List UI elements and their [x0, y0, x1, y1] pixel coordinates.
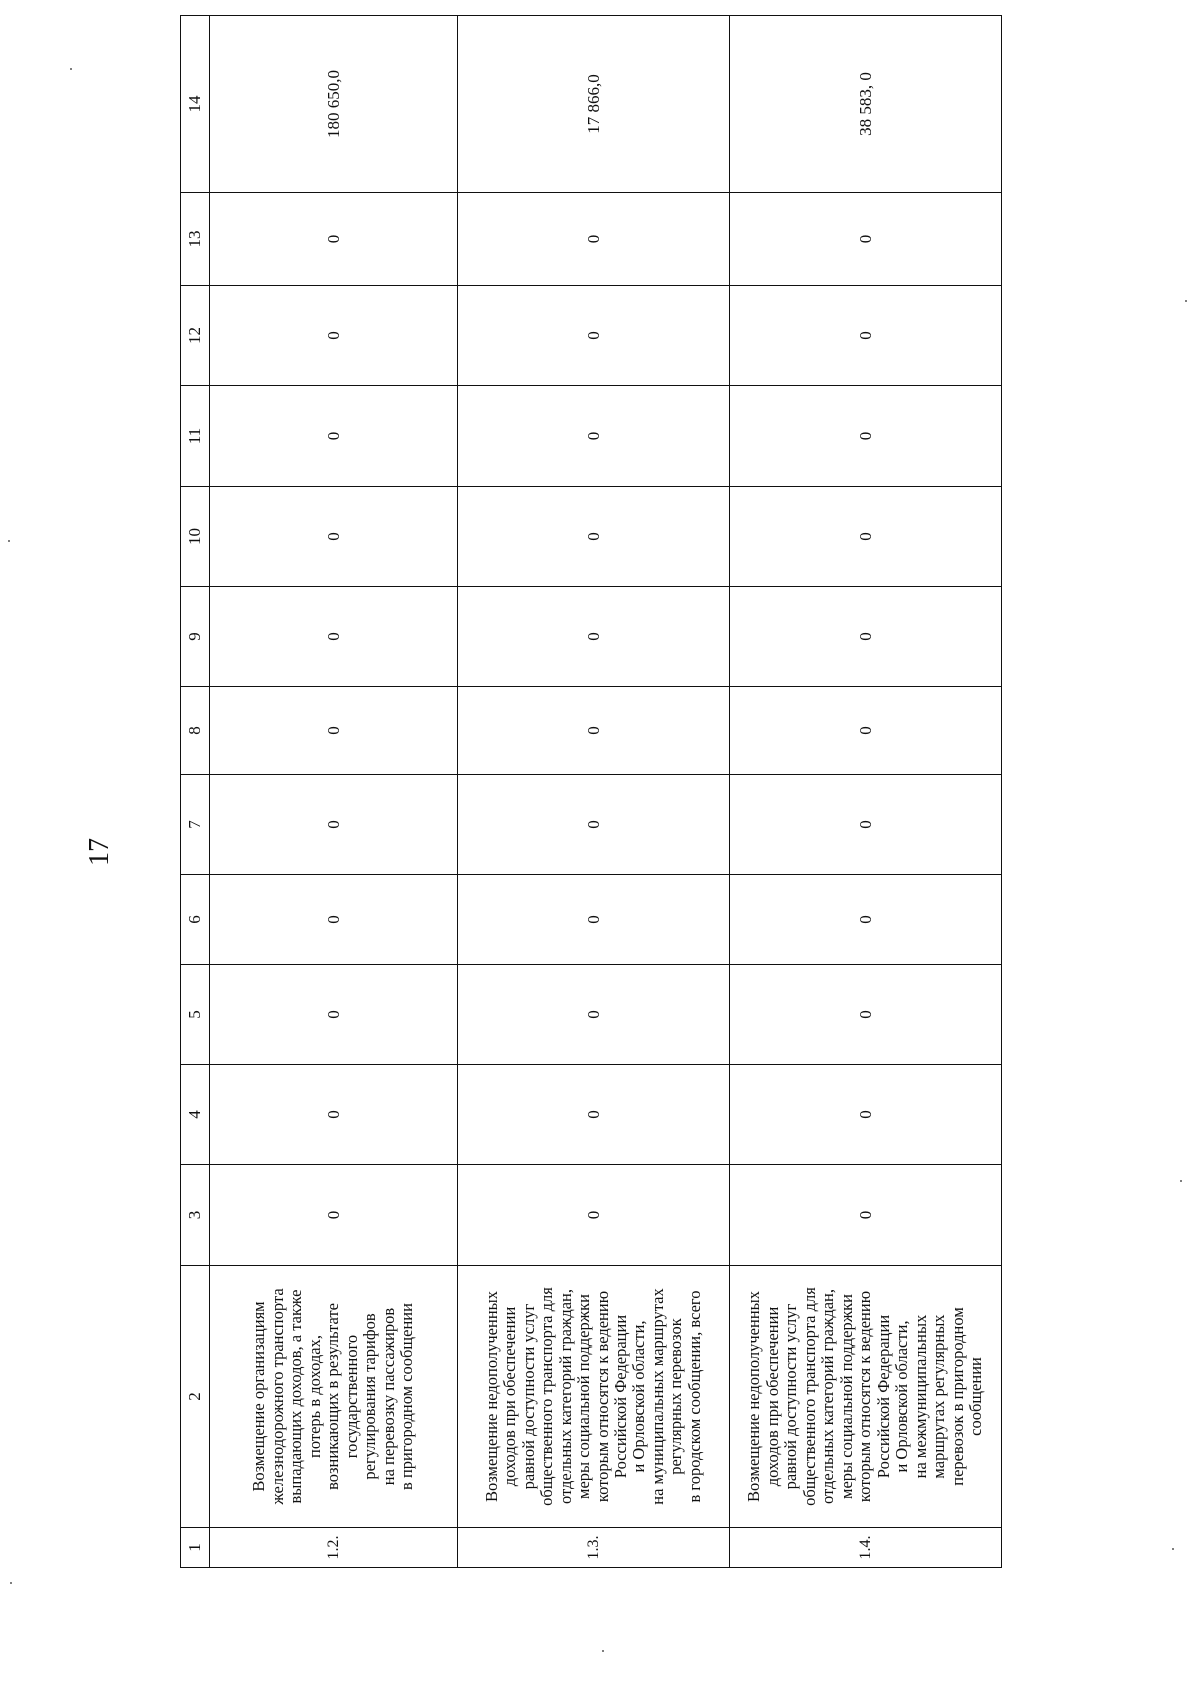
- table-row: [458, 16, 730, 1568]
- column-header: 6: [181, 875, 210, 965]
- row-description: Возмещение недополученных доходов при обеспечении равной доступности услуг общественного транспорта для отдельных категорий граждан, меры социальной поддержки которым относятся к ведению Российской Федерации и Орловской области, на муниципальных маршрутах регулярных перевозок в городском сообщении, всего: [458, 1266, 730, 1528]
- value-cell: 0: [730, 875, 1002, 965]
- column-header: 8: [181, 687, 210, 775]
- column-number-row: [181, 16, 210, 1568]
- value-cell: 0: [730, 687, 1002, 775]
- row-number: 1.4.: [730, 1528, 1002, 1568]
- value-cell: 0: [458, 965, 730, 1065]
- value-cell: 0: [210, 286, 458, 386]
- column-header: 4: [181, 1065, 210, 1165]
- total-cell: 38 583, 0: [730, 16, 1002, 193]
- value-cell: 0: [210, 487, 458, 587]
- value-cell: 0: [458, 587, 730, 687]
- value-cell: 0: [730, 286, 1002, 386]
- column-header: 11: [181, 386, 210, 487]
- column-header: 12: [181, 286, 210, 386]
- value-cell: 0: [730, 193, 1002, 286]
- table-row: [210, 16, 458, 1568]
- value-cell: 0: [210, 965, 458, 1065]
- row-number: 1.2.: [210, 1528, 458, 1568]
- value-cell: 0: [458, 775, 730, 875]
- column-header: 3: [181, 1165, 210, 1266]
- column-header: 2: [181, 1266, 210, 1528]
- scan-speck: [70, 68, 72, 70]
- value-cell: 0: [730, 1065, 1002, 1165]
- value-cell: 0: [458, 687, 730, 775]
- scan-speck: [1172, 1548, 1174, 1550]
- value-cell: 0: [458, 1065, 730, 1165]
- value-cell: 0: [458, 286, 730, 386]
- value-cell: 0: [210, 687, 458, 775]
- value-cell: 0: [210, 1165, 458, 1266]
- column-header: 10: [181, 487, 210, 587]
- row-number: 1.3.: [458, 1528, 730, 1568]
- table-row: [730, 16, 1002, 1568]
- value-cell: 0: [730, 587, 1002, 687]
- scan-speck: [8, 540, 10, 542]
- scan-speck: [1180, 1180, 1182, 1182]
- value-cell: 0: [730, 965, 1002, 1065]
- value-cell: 0: [210, 775, 458, 875]
- budget-table: [180, 15, 1002, 1568]
- row-description: Возмещение недополученных доходов при обеспечении равной доступности услуг общественного транспорта для отдельных категорий граждан, меры социальной поддержки которым относятся к ведению Российской Федерации и Орловской области, на межмуниципальных маршрутах регулярных перевозок в пригородном сообщении: [730, 1266, 1002, 1528]
- value-cell: 0: [458, 487, 730, 587]
- value-cell: 0: [210, 587, 458, 687]
- column-header: 5: [181, 965, 210, 1065]
- scan-speck: [10, 1582, 12, 1584]
- total-cell: 180 650,0: [210, 16, 458, 193]
- value-cell: 0: [210, 193, 458, 286]
- total-cell: 17 866,0: [458, 16, 730, 193]
- column-header: 1: [181, 1528, 210, 1568]
- value-cell: 0: [458, 386, 730, 487]
- value-cell: 0: [730, 1165, 1002, 1266]
- scan-speck: [1185, 300, 1187, 302]
- column-header: 7: [181, 775, 210, 875]
- rotated-sheet: [180, 70, 1000, 1568]
- page-number: 17: [84, 838, 115, 866]
- column-header: 13: [181, 193, 210, 286]
- value-cell: 0: [458, 1165, 730, 1266]
- scan-speck: [602, 1650, 604, 1652]
- table-body: [181, 16, 1002, 1568]
- value-cell: 0: [210, 386, 458, 487]
- column-header: 14: [181, 16, 210, 193]
- column-header: 9: [181, 587, 210, 687]
- value-cell: 0: [458, 193, 730, 286]
- value-cell: 0: [458, 875, 730, 965]
- value-cell: 0: [210, 1065, 458, 1165]
- value-cell: 0: [210, 875, 458, 965]
- value-cell: 0: [730, 775, 1002, 875]
- value-cell: 0: [730, 386, 1002, 487]
- value-cell: 0: [730, 487, 1002, 587]
- row-description: Возмещение организациям железнодорожного транспорта выпадающих доходов, а также потерь в доходах, возникающих в результате государственного регулирования тарифов на перевозку пассажиров в пригородном сообщении: [210, 1266, 458, 1528]
